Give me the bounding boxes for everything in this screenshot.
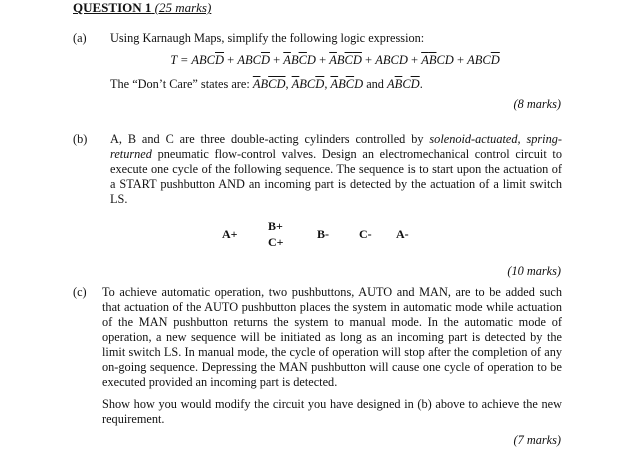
expr-term-segment: D — [306, 53, 316, 67]
question-title — [73, 0, 211, 15]
dont-care-term-segment: $\overline{A}$ — [252, 77, 261, 91]
part-b-text-2: pneumatic flow-control valves. Design an electromechanical control circuit to execute one cycle of the following sequence. The sequence is to start upon the actuation of a START pushbutton AND an incoming part is detected by the actuation of a limit switch LS. — [110, 147, 562, 206]
plus-operator: + — [224, 53, 238, 67]
dont-care-term-segment: C — [402, 77, 411, 91]
dont-care-term-segment: B — [338, 77, 346, 91]
expression-prefix: T = — [170, 53, 192, 67]
expr-term-segment: $\overline{A}$ — [329, 53, 337, 67]
expr-term-segment: ABCD — [375, 53, 408, 67]
logic-expression — [110, 53, 560, 68]
part-c-paragraph-1: To achieve automatic operation, two pushbuttons, AUTO and MAN, are to be added such that actuation of the AUTO pushbutton places the system in automatic mode while actuation of the MAN pushbutton returns the system to manual mode. In the automatic mode of operation, a new sequence will be initiated as long as an incoming part is detected by the limit switch LS. In manual mode, the cycle of operation will stop after the completion of any on-going sequence. Depressing the MAN pushbutton will cause one cycle of operation to be executed provided an incoming part is detected. — [102, 285, 562, 389]
expr-term-segment: B — [290, 53, 299, 67]
sequence-b-minus: B- — [317, 227, 329, 241]
expression-term — [375, 53, 408, 67]
sequence-a-minus: A- — [396, 227, 409, 241]
expression-term — [283, 53, 316, 67]
part-a-marks: (8 marks) — [513, 97, 561, 111]
part-a-instruction: Using Karnaugh Maps, simplify the following logic expression: — [110, 31, 425, 45]
part-b-label: (b) — [73, 132, 88, 146]
dont-care-joiner-2: , — [324, 77, 331, 91]
expression-term — [191, 53, 224, 67]
sequence-c-minus: C- — [359, 227, 372, 241]
sequence-c-plus: C+ — [268, 235, 284, 249]
dont-care-term-segment: $\overline{CD}$ — [268, 77, 286, 91]
expr-term-segment: $\overline{A}$ — [283, 53, 291, 67]
plus-operator: + — [407, 53, 422, 67]
question-title-text: QUESTION 1 — [73, 0, 152, 15]
dont-care-term-segment: $\overline{B}$ — [394, 77, 403, 91]
dont-care-joiner-3: and — [363, 77, 388, 91]
question-total-marks: (25 marks) — [154, 0, 212, 15]
plus-operator: + — [269, 53, 284, 67]
part-c-label: (c) — [73, 285, 87, 299]
part-b-marks: (10 marks) — [507, 264, 561, 278]
dont-care-term-4 — [387, 77, 420, 91]
dont-care-line — [110, 77, 423, 92]
expr-term-segment: B — [336, 53, 345, 67]
expr-term-segment: $\overline{B}$ — [428, 53, 437, 67]
dont-care-term-segment: $\overline{A}$ — [291, 77, 300, 91]
expression-terms — [191, 53, 499, 67]
dont-care-term-segment: $\overline{C}$ — [345, 77, 355, 91]
dont-care-term-segment: D — [354, 77, 364, 91]
expression-term — [329, 53, 362, 67]
expr-term-segment: $\overline{C}$ — [298, 53, 307, 67]
expr-term-segment: $\overline{D}$ — [260, 53, 270, 67]
expression-term — [237, 53, 270, 67]
dont-care-term-segment: $\overline{D}$ — [315, 77, 325, 91]
part-c-paragraph-2: Show how you would modify the circuit you have designed in (b) above to achieve the new requirement. — [102, 397, 562, 426]
sequence-b-plus: B+ — [268, 219, 283, 233]
expr-term-segment: ABC — [191, 53, 215, 67]
dont-care-term-segment: A — [387, 77, 395, 91]
plus-operator: + — [315, 53, 330, 67]
expr-term-segment: $\overline{A}$ — [421, 53, 429, 67]
expr-term-segment: $\overline{D}$ — [490, 53, 500, 67]
plus-operator: + — [361, 53, 376, 67]
dont-care-suffix: . — [419, 77, 423, 91]
dont-care-term-segment: $\overline{D}$ — [410, 77, 420, 91]
expr-term-segment: $\overline{C}$ — [344, 53, 353, 67]
part-b-text-italic: solenoid-actuated, spring-returned — [110, 132, 562, 161]
dont-care-joiner-1: , — [285, 77, 292, 91]
dont-care-term-3 — [330, 77, 363, 91]
dont-care-term-2 — [292, 77, 325, 91]
expr-term-segment: $\overline{D}$ — [215, 53, 225, 67]
dont-care-term-segment: $\overline{A}$ — [330, 77, 339, 91]
dont-care-term-1 — [253, 77, 286, 91]
plus-operator: + — [453, 53, 468, 67]
part-a-label: (a) — [73, 31, 87, 45]
dont-care-term-segment: B — [260, 77, 269, 91]
expr-term-segment: $\overline{D}$ — [352, 53, 362, 67]
expr-term-segment: ABC — [237, 53, 261, 67]
part-b-text-1: A, B and C are three double-acting cylinders controlled by — [110, 132, 430, 146]
part-c-marks: (7 marks) — [513, 433, 561, 447]
part-b-text — [110, 132, 562, 207]
dont-care-prefix: The “Don’t Care” states are: — [110, 77, 253, 91]
dont-care-term-segment: BC — [299, 77, 316, 91]
sequence-a-plus: A+ — [222, 227, 238, 241]
expression-term — [421, 53, 454, 67]
expr-term-segment: CD — [436, 53, 454, 67]
expr-term-segment: ABC — [467, 53, 491, 67]
expression-term — [467, 53, 500, 67]
